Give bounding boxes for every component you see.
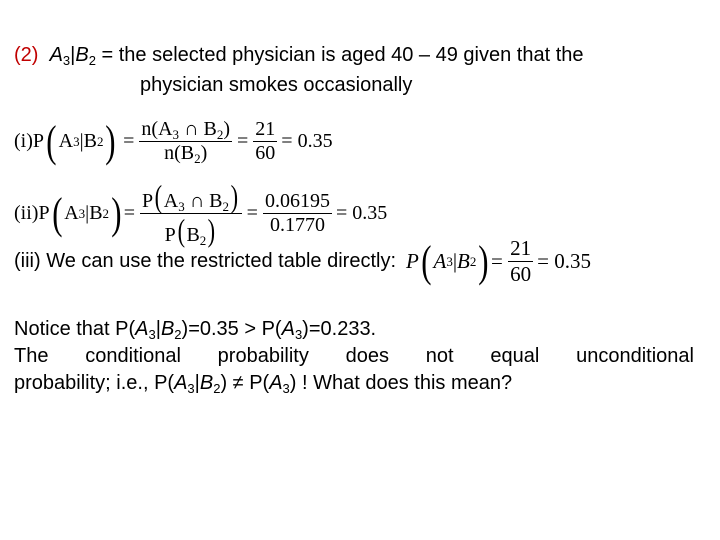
subscript: 3 <box>187 381 195 396</box>
count-symbol: n <box>164 142 175 164</box>
event-b: B <box>180 142 195 164</box>
numerator: 21 <box>510 236 532 260</box>
given-bar: | <box>452 249 458 273</box>
given-bar: | <box>155 318 161 340</box>
event-b: B <box>209 190 223 212</box>
denominator: 0.1770 <box>269 214 325 236</box>
subscript: 2 <box>222 199 229 214</box>
prob-symbol: P <box>32 130 45 152</box>
eq-label: (i) <box>14 130 33 152</box>
text-run: Notice that P( <box>14 318 136 340</box>
notice-line-2: The conditional probability does not equal unconditional <box>14 345 694 367</box>
numerator: 21 <box>255 118 276 140</box>
event-b: B <box>186 224 200 246</box>
event-a: A <box>135 318 149 340</box>
equals-sign: = <box>491 249 509 273</box>
event-a: A <box>174 372 188 394</box>
subscript: 3 <box>178 199 185 214</box>
subscript: 2 <box>216 127 224 142</box>
equation-i: (i) P ( A 3 | B 2 ) = $\frac{n(A_3 \cap B_2)}{n(B_2)}$ = $\frac{21}{60}$ = 0.35 <box>14 116 333 166</box>
subscript: 3 <box>282 381 290 396</box>
event-a: A <box>433 249 447 273</box>
text-run: )=0.233. <box>302 318 377 340</box>
notice-paragraph <box>14 316 694 397</box>
paren-open: ( <box>46 116 57 166</box>
paren-open: ( <box>154 178 163 214</box>
equation-iii <box>14 236 591 287</box>
event-b: B <box>160 318 175 340</box>
eq3-formula: P ( A 3 | B 2 ) = $\frac{21}{60}$ = 0.35 <box>406 236 591 286</box>
numerator: $n(A_3$ ∩ $B_2$) <box>141 118 231 142</box>
event-a: A <box>269 372 283 394</box>
numerator <box>140 180 242 214</box>
event-a: A <box>163 190 179 212</box>
given-bar: | <box>85 202 90 224</box>
text-run: ) ! What does this mean? <box>289 372 513 394</box>
denominator: 60 <box>255 142 276 164</box>
text-run: probability; i.e., P( <box>14 372 175 394</box>
given-bar: | <box>79 130 84 152</box>
paren-open: ( <box>421 236 432 286</box>
event-a: A <box>58 130 74 152</box>
prob-symbol: P <box>406 249 419 273</box>
event-a: A <box>49 44 63 66</box>
paren-close: ) <box>230 178 239 214</box>
notice-line-3 <box>14 370 694 397</box>
fraction-value <box>508 236 533 287</box>
result: = 0.35 <box>537 249 591 273</box>
event-b: B <box>203 118 217 140</box>
subscript: 2 <box>88 53 96 68</box>
subscript: 3 <box>62 53 71 68</box>
result: = 0.35 <box>335 202 388 224</box>
paren-close: ) <box>105 116 116 166</box>
subscript: 2 <box>199 233 207 248</box>
notice-line-1 <box>14 316 694 343</box>
subscript: 3 <box>148 327 156 342</box>
event-b: B <box>89 202 103 224</box>
paren-open: ( <box>51 188 63 238</box>
intersection-symbol: ∩ <box>189 190 205 212</box>
fraction-value <box>263 190 332 237</box>
event-b: B <box>199 372 214 394</box>
event-b: B <box>457 249 470 273</box>
numerator: 0.06195 <box>264 190 330 212</box>
equals-sign: = <box>123 202 140 224</box>
given-bar: | <box>70 44 76 66</box>
header-line-1 <box>14 44 584 67</box>
denominator: $n(B_2)$ <box>164 142 208 166</box>
paren-close: ) <box>111 188 122 238</box>
text-run: )=0.35 > P( <box>181 318 282 340</box>
event-a: A <box>64 202 79 224</box>
eq-label: (ii) <box>14 202 39 224</box>
prob-symbol: P <box>38 202 50 224</box>
equation-ii: (ii) P ( A 3 | B 2 ) = $\frac{P(A_3 \cap B_2)}{P(B_2)}$ = $\frac{0.06195}{0.1770}$ = 0.35 <box>14 178 388 248</box>
equals-sign: = <box>118 130 140 152</box>
header-text-1: = the selected physician is aged 40 – 49 given that the <box>95 44 584 66</box>
subscript: 3 <box>294 327 303 342</box>
event-a: A <box>281 318 295 340</box>
header-line-2: physician smokes occasionally <box>140 74 413 96</box>
prob-symbol: P <box>164 224 176 246</box>
paren-close: ) <box>478 236 489 286</box>
equals-sign: = <box>232 130 254 152</box>
count-symbol: n <box>141 118 152 140</box>
given-bar: | <box>194 372 200 394</box>
fraction-n <box>139 118 232 165</box>
intersection-symbol: ∩ <box>184 118 199 140</box>
subscript: 2 <box>194 151 201 166</box>
item-number: (2) <box>14 44 39 66</box>
paren-open: ( <box>177 212 185 248</box>
paren-close: ) <box>207 212 216 248</box>
event-b: B <box>75 44 89 66</box>
event-b: B <box>83 130 97 152</box>
denominator: 60 <box>510 262 532 286</box>
fraction-value <box>253 118 277 165</box>
text-run: ) ≠ P( <box>220 372 270 394</box>
eq3-text: (iii) We can use the restricted table directly: <box>14 250 397 272</box>
prob-symbol: P <box>141 190 154 212</box>
subscript: 3 <box>172 127 180 142</box>
equals-sign: = <box>241 202 263 224</box>
event-a: A <box>158 118 173 140</box>
subscript: 2 <box>174 327 182 342</box>
subscript: 2 <box>213 381 221 396</box>
result: = 0.35 <box>281 130 333 152</box>
